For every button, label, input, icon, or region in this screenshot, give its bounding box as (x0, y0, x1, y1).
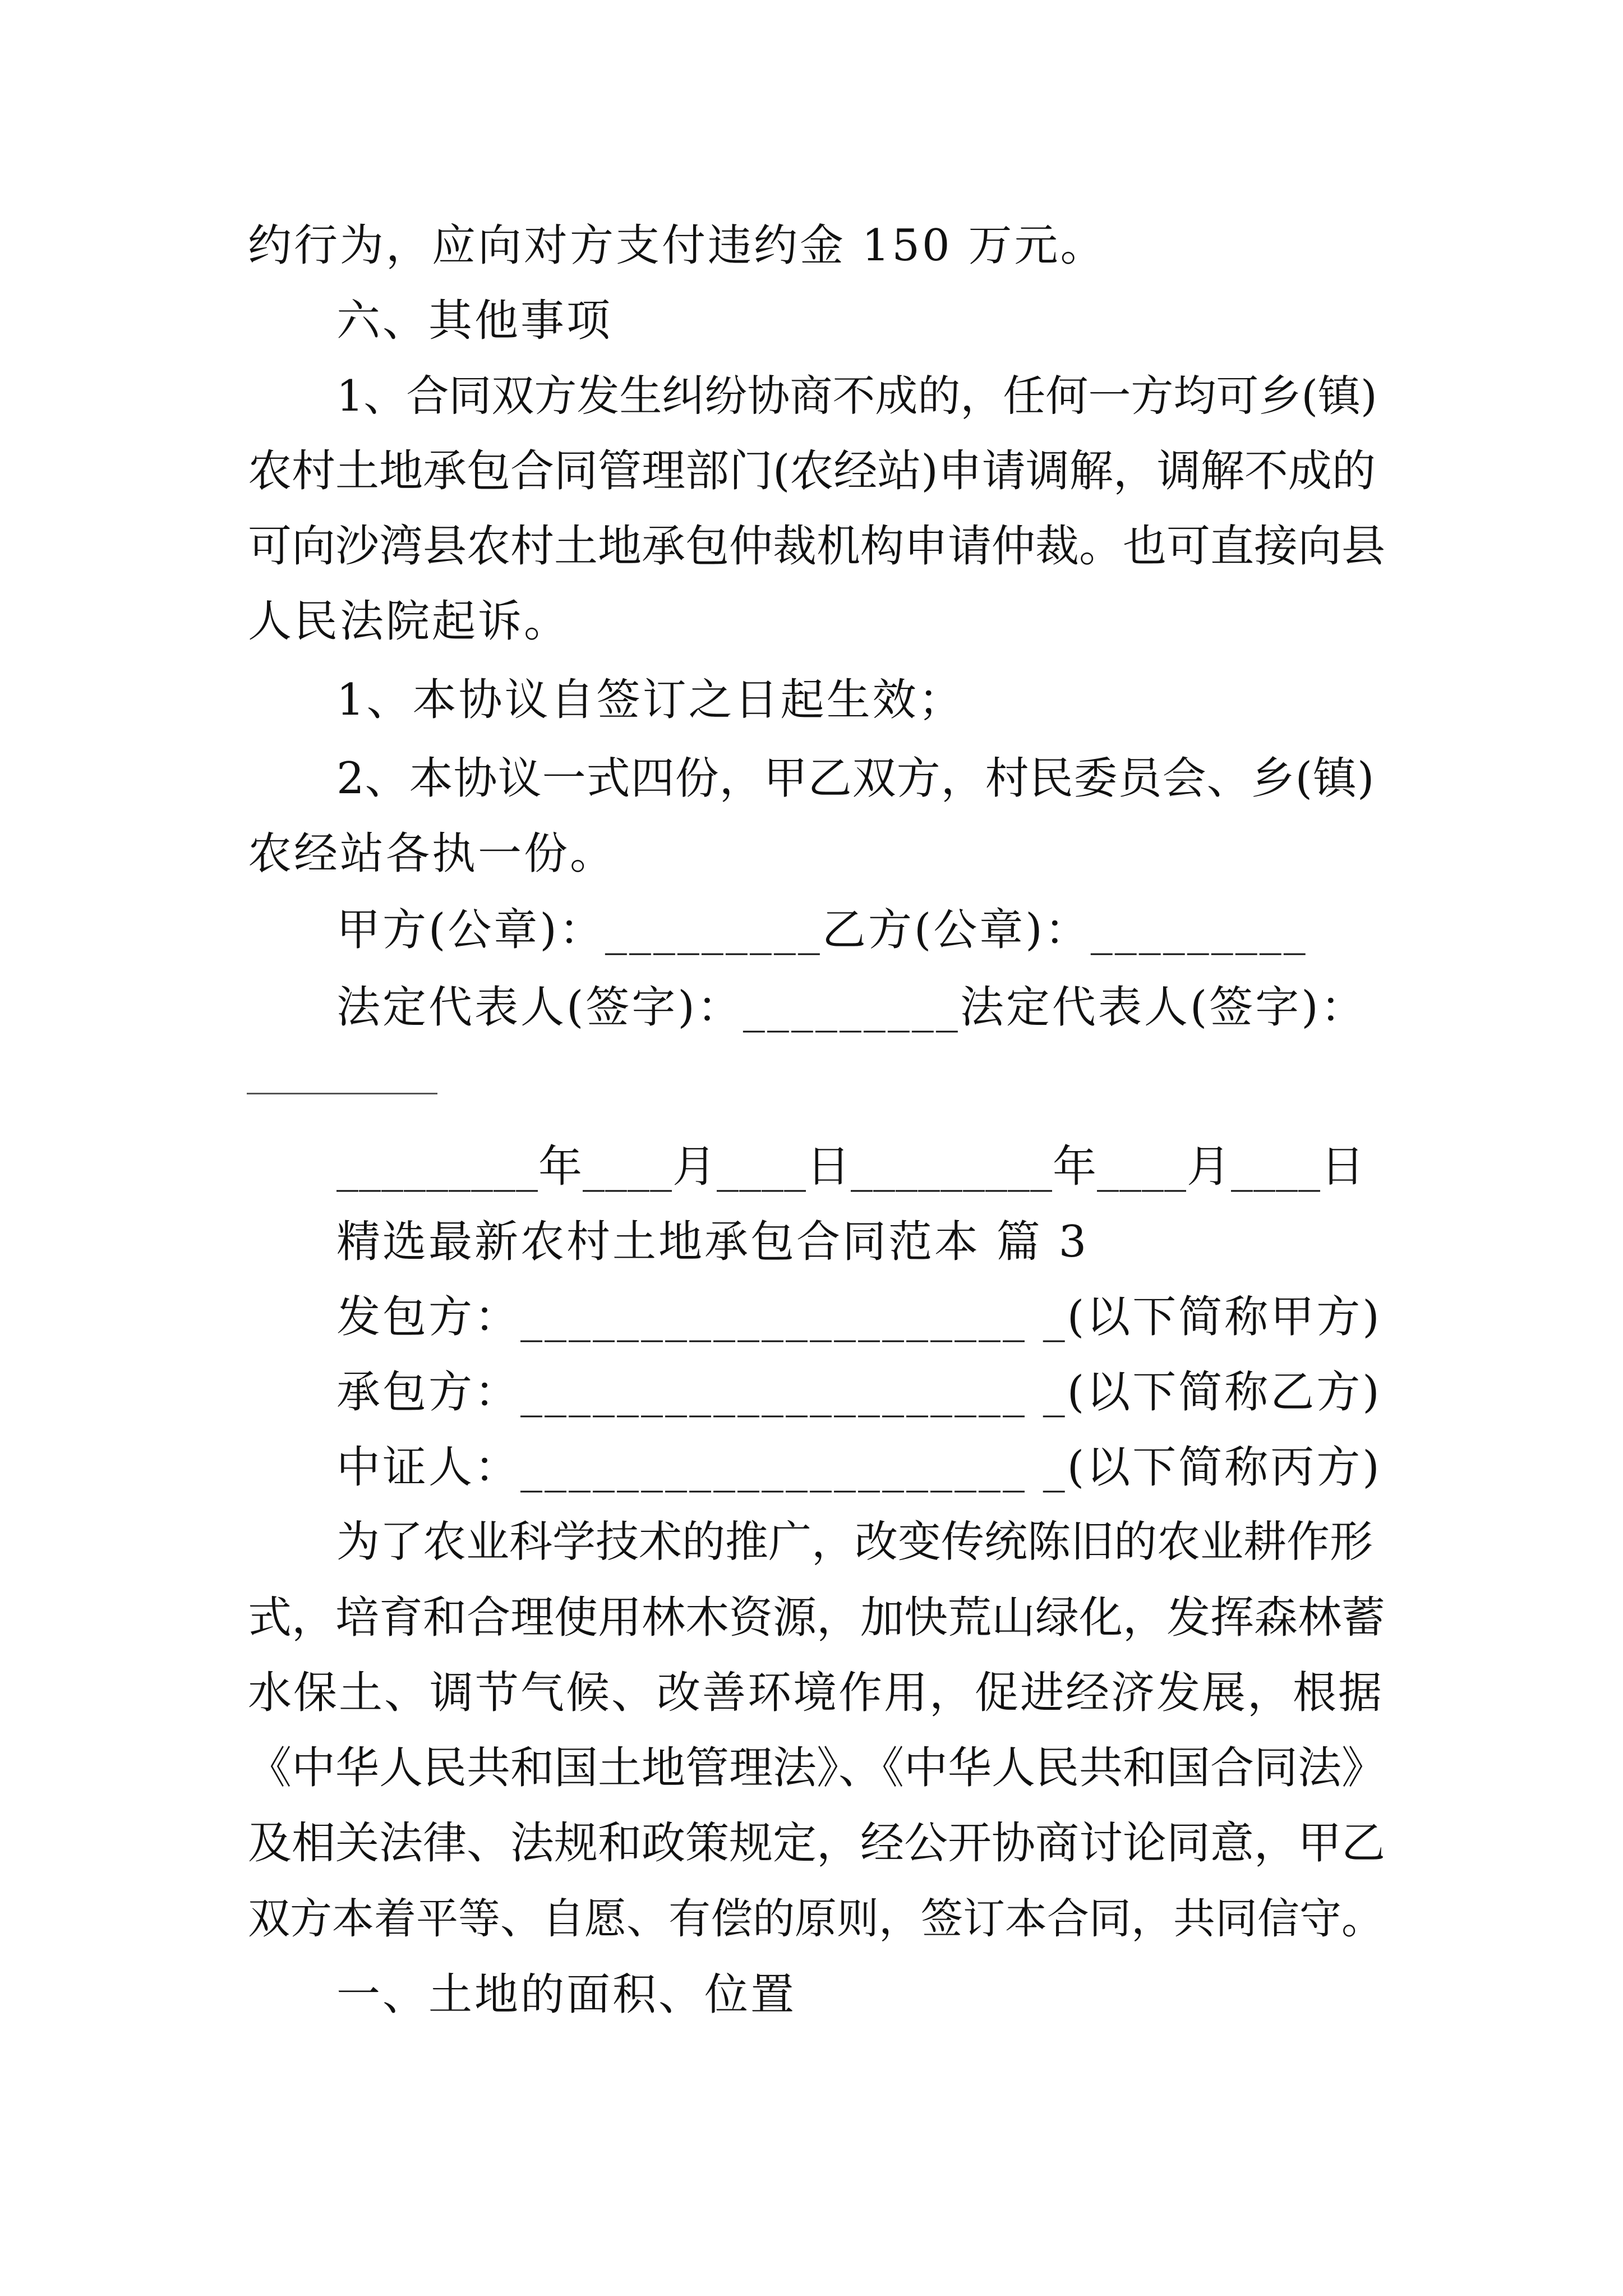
paragraph-dispute-line-3: 可向沙湾县农村土地承包仲裁机构申请仲裁。也可直接向县 (248, 521, 1386, 572)
paragraph-purpose-line-2: 式，培育和合理使用林木资源，加快荒山绿化，发挥森林蓄 (248, 1593, 1386, 1643)
paragraph-dispute-line-1: 1、合同双方发生纠纷协商不成的，任何一方均可乡(镇) (336, 371, 1377, 421)
signature-date-line: _________年____月____日_________年____月____日 (336, 1142, 1366, 1192)
clause-copies-line-1: 2、本协议一式四份，甲乙双方，村民委员会、乡(镇) (336, 753, 1375, 804)
clause-copies-line-2: 农经站各执一份。 (248, 829, 616, 879)
paragraph-purpose-line-1: 为了农业科学技术的推广，改变传统陈旧的农业耕作形 (336, 1517, 1373, 1567)
signature-blank-underline (247, 1093, 437, 1094)
party-witness-line: 中证人：_____________________ _(以下简称丙方) (336, 1442, 1382, 1493)
party-issuer-line: 发包方：_____________________ _(以下简称甲方) (336, 1292, 1382, 1342)
signature-representative-line: 法定代表人(签字)：_________法定代表人(签字)： (336, 982, 1367, 1033)
section-heading-other-matters: 六、其他事项 (336, 296, 613, 346)
clause-effective-date: 1、本协议自签订之日起生效； (336, 675, 965, 725)
paragraph-dispute-line-4: 人民法院起诉。 (248, 596, 570, 647)
paragraph-dispute-line-2: 农村土地承包合同管理部门(农经站)申请调解，调解不成的 (248, 446, 1376, 496)
paragraph-purpose-line-4: 《中华人民共和国土地管理法》、《中华人民共和国合同法》 (248, 1743, 1386, 1793)
paragraph-purpose-line-6: 双方本着平等、自愿、有偿的原则，签订本合同，共同信守。 (248, 1894, 1384, 1943)
paragraph-purpose-line-5: 及相关法律、法规和政策规定，经公开协商讨论同意，甲乙 (248, 1818, 1386, 1869)
paragraph-penalty-continued: 约行为，应向对方支付违约金 150 万元。 (248, 220, 1106, 271)
signature-seal-line: 甲方(公章)：_________乙方(公章)：_________ (336, 905, 1308, 955)
section-title-part-3: 精选最新农村土地承包合同范本 篇 3 (336, 1217, 1089, 1267)
paragraph-purpose-line-3: 水保土、调节气候、改善环境作用，促进经济发展，根据 (248, 1668, 1384, 1718)
section-heading-land-area: 一、土地的面积、位置 (336, 1970, 797, 2020)
party-contractor-line: 承包方：_____________________ _(以下简称乙方) (336, 1367, 1382, 1418)
